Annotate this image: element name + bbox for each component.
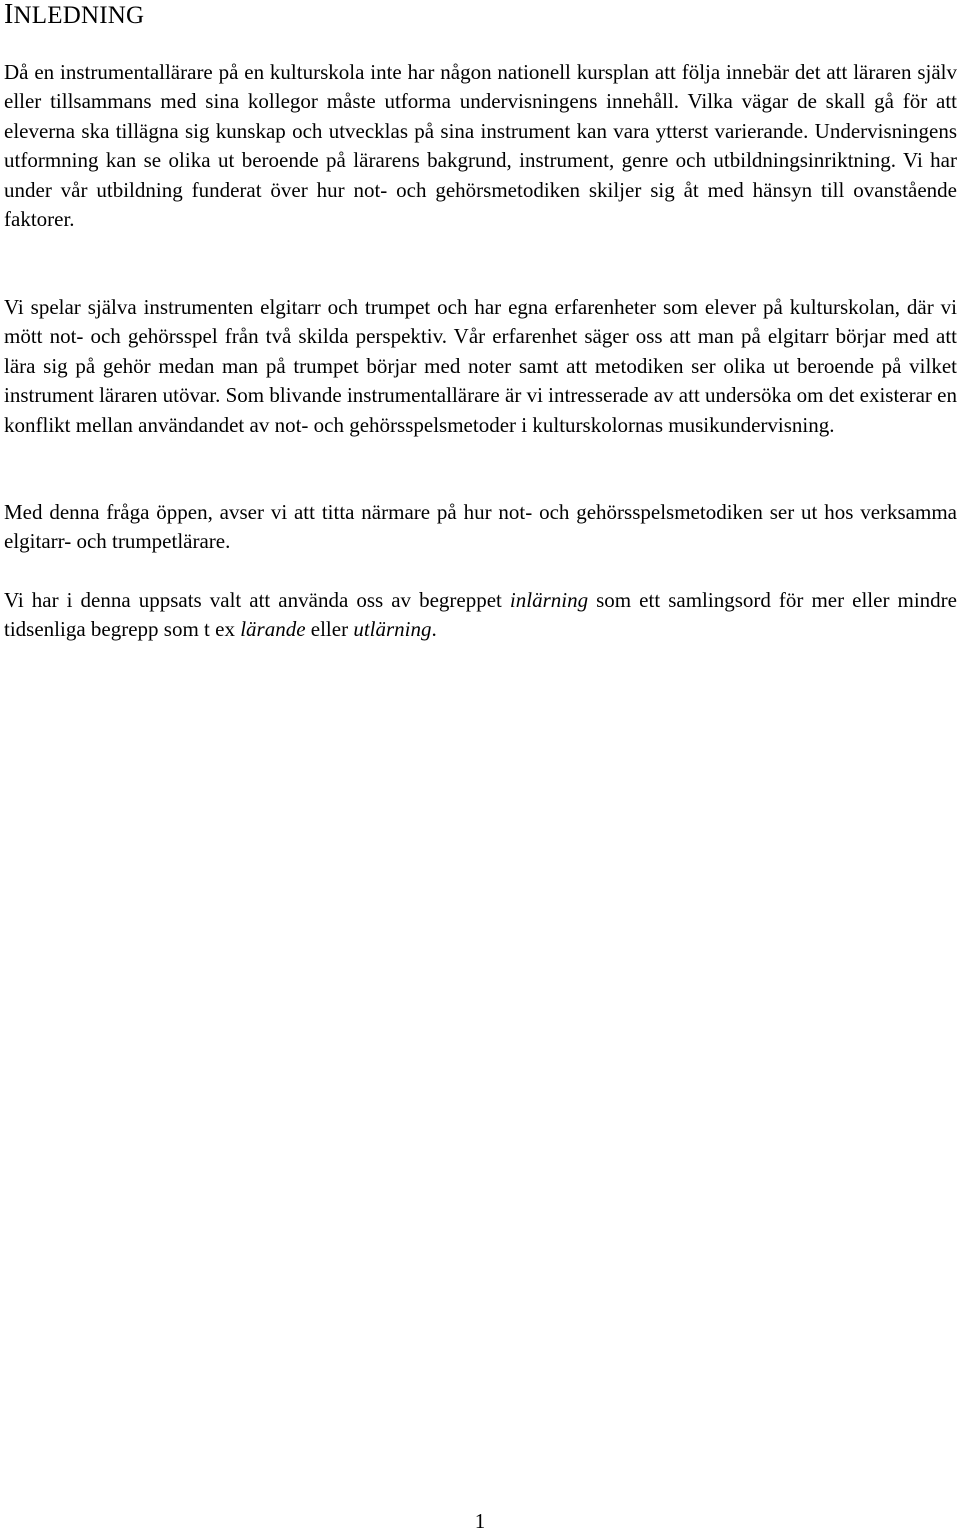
document-page	[4, 0, 957, 642]
paragraph-3: Med denna fråga öppen, avser vi att titta närmare på hur not- och gehörsspelsmetodiken ser ut hos verksamma elgitarr- och trumpetlärare.	[4, 500, 957, 554]
heading-rest: NLEDNING	[13, 2, 145, 29]
paragraph-1: Då en instrumentallärare på en kulturskola inte har någon nationell kursplan att följa innebär det att läraren själv eller tillsammans med sina kollegor måste utforma undervisningens innehåll. Vilka vägar de skall gå för att eleverna ska tillägna sig kunskap och utvecklas på sina instrument kan vara ytterst varierande. Undervisningens utformning kan se olika ut beroende på lärarens bakgrund, instrument, genre och utbildningsinriktning. Vi har under vår utbildning funderat över hur not- och gehörsmetodiken skiljer sig åt med hänsyn till ovanstående faktorer.	[4, 60, 957, 232]
paragraph-4-text-3: eller	[305, 617, 354, 642]
term-utlarning: utlärning	[353, 617, 432, 642]
term-inlarning: inlärning	[509, 588, 589, 612]
paragraph-4	[4, 586, 957, 645]
paragraph-2: Vi spelar själva instrumenten elgitarr och trumpet och har egna erfarenheter som elever på kulturskolan, där vi mött not- och gehörsspel från två skilda perspektiv. Vår erfarenhet säger oss att man på elgitarr börjar med att lära sig på gehör medan man på trumpet börjar med noter samt att metodiken ser olika ut beroende på vilket instrument läraren utövar. Som blivande instrumentallärare är vi intresserade av att undersöka om det existerar en konflikt mellan användandet av not- och gehörsspelsmetoder i kulturskolornas musikundervisning.	[4, 295, 957, 437]
term-larande: lärande	[240, 617, 306, 642]
paragraph-4-text-4: .	[431, 617, 437, 642]
page-number: 1	[474, 1509, 486, 1533]
paragraph-4-text-2: som ett samlingsord för mer eller mindre tidsenliga begrepp som t ex	[4, 588, 957, 642]
paragraph-4-text-1: Vi har i denna uppsats valt att använda oss av begreppet	[4, 588, 510, 612]
heading-initial: I	[4, 0, 14, 30]
section-heading	[4, 0, 957, 30]
